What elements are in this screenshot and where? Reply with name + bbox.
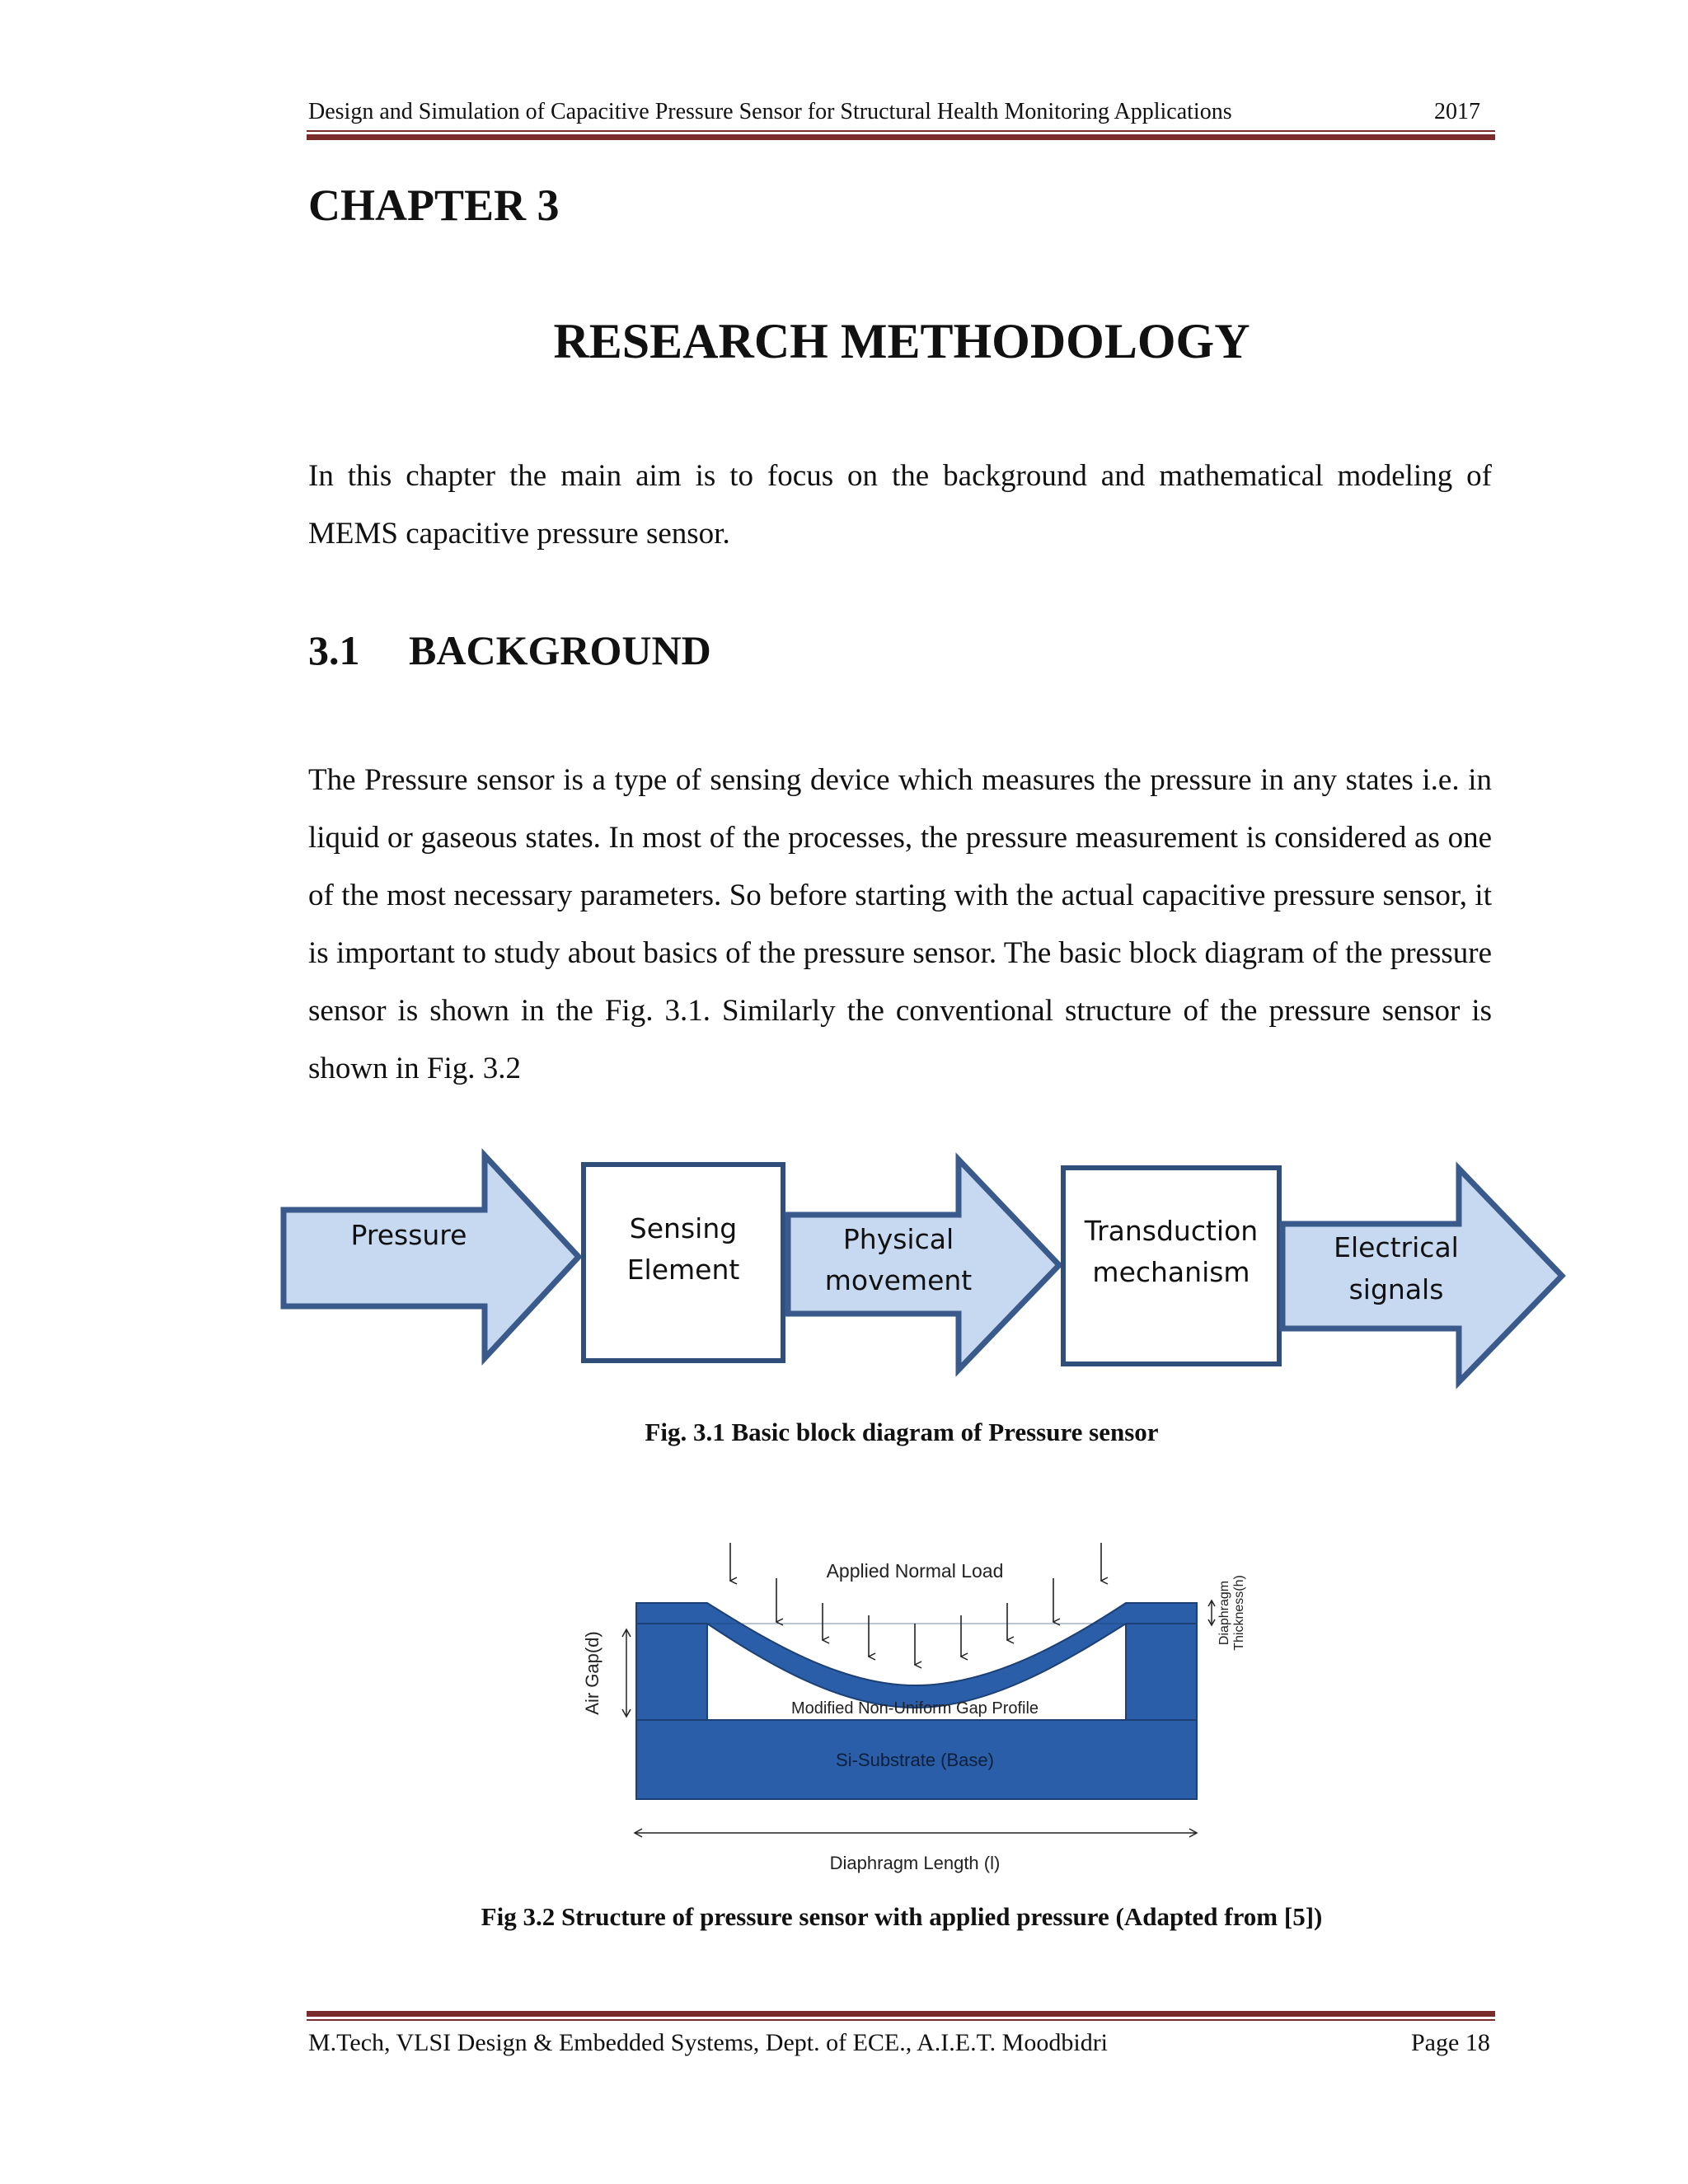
substrate-label: Si-Substrate (Base) — [836, 1750, 994, 1770]
page-number: Page 18 — [1411, 2029, 1490, 2056]
footer-rule — [307, 2019, 1495, 2021]
background-paragraph: The Pressure sensor is a type of sensing device which measures the pressure in any states i.e. in liquid or gaseous states. In most of the processes, the pressure measurement is considered as one of the most necessary parameters. So before starting with the actual capacitive pressure sensor, it is important to study about basics of the pressure sensor. The basic block diagram of the pressure sensor is shown in the Fig. 3.1. Similarly the conventional structure of the pressure sensor is shown in Fig. 3.2 — [308, 763, 1492, 1085]
sensing-label-line1: Sensing — [629, 1212, 738, 1244]
applied-load-label: Applied Normal Load — [826, 1560, 1004, 1582]
length-label: Diaphragm Length (l) — [829, 1853, 1001, 1873]
thickness-label-line1: Diaphragm — [1217, 1580, 1231, 1646]
section-title: BACKGROUND — [409, 627, 711, 673]
section-heading — [308, 626, 711, 674]
pressure-label: Pressure — [350, 1219, 467, 1251]
gap-profile-label: Modified Non-Uniform Gap Profile — [790, 1699, 1039, 1718]
header-rule — [307, 130, 1495, 132]
physical-label-line2: movement — [824, 1264, 973, 1296]
running-header-title: Design and Simulation of Capacitive Pressure Sensor for Structural Health Monitoring Applications — [308, 99, 1232, 124]
footer-rule-thick — [307, 2011, 1495, 2017]
footer-program: M.Tech, VLSI Design & Embedded Systems, Dept. of ECE., A.I.E.T. Moodbidri — [308, 2029, 1109, 2056]
fig-3-1-block-diagram — [0, 1137, 1688, 1409]
transduction-label-line1: Transduction — [1084, 1215, 1259, 1247]
chapter-label: CHAPTER 3 — [308, 180, 560, 230]
physical-label-line1: Physical — [842, 1223, 954, 1255]
header-rule-thick — [307, 134, 1495, 140]
pressure-arrow — [284, 1155, 579, 1358]
air-gap-label: Air Gap(d) — [582, 1631, 603, 1715]
intro-paragraph — [308, 448, 1492, 563]
fig-3-1-caption: Fig. 3.1 Basic block diagram of Pressure sensor — [645, 1418, 1159, 1446]
deflected-diaphragm — [636, 1603, 1197, 1708]
air-gap-dimension — [622, 1629, 631, 1717]
intro-line-1: In this chapter the main aim is to focus on the background and mathematical modeling of — [308, 459, 1492, 493]
length-dimension — [635, 1829, 1197, 1837]
fig-3-2-caption: Fig 3.2 Structure of pressure sensor with applied pressure (Adapted from [5]) — [481, 1902, 1323, 1931]
section-number: 3.1 — [308, 627, 360, 673]
thickness-dimension — [1208, 1601, 1215, 1625]
chapter-title: RESEARCH METHODOLOGY — [553, 314, 1250, 368]
transduction-label-line2: mechanism — [1092, 1256, 1250, 1288]
sensing-label-line2: Element — [626, 1254, 740, 1286]
fig-3-2-sensor-structure — [569, 1533, 1278, 1887]
right-support — [1126, 1624, 1197, 1720]
left-support — [636, 1624, 707, 1720]
electrical-label-line2: signals — [1348, 1273, 1444, 1305]
running-header-year: 2017 — [1434, 99, 1480, 124]
intro-line-2: MEMS capacitive pressure sensor. — [308, 517, 730, 551]
electrical-label-line1: Electrical — [1334, 1231, 1459, 1263]
thickness-label-line2: Thickness(h) — [1232, 1575, 1246, 1651]
